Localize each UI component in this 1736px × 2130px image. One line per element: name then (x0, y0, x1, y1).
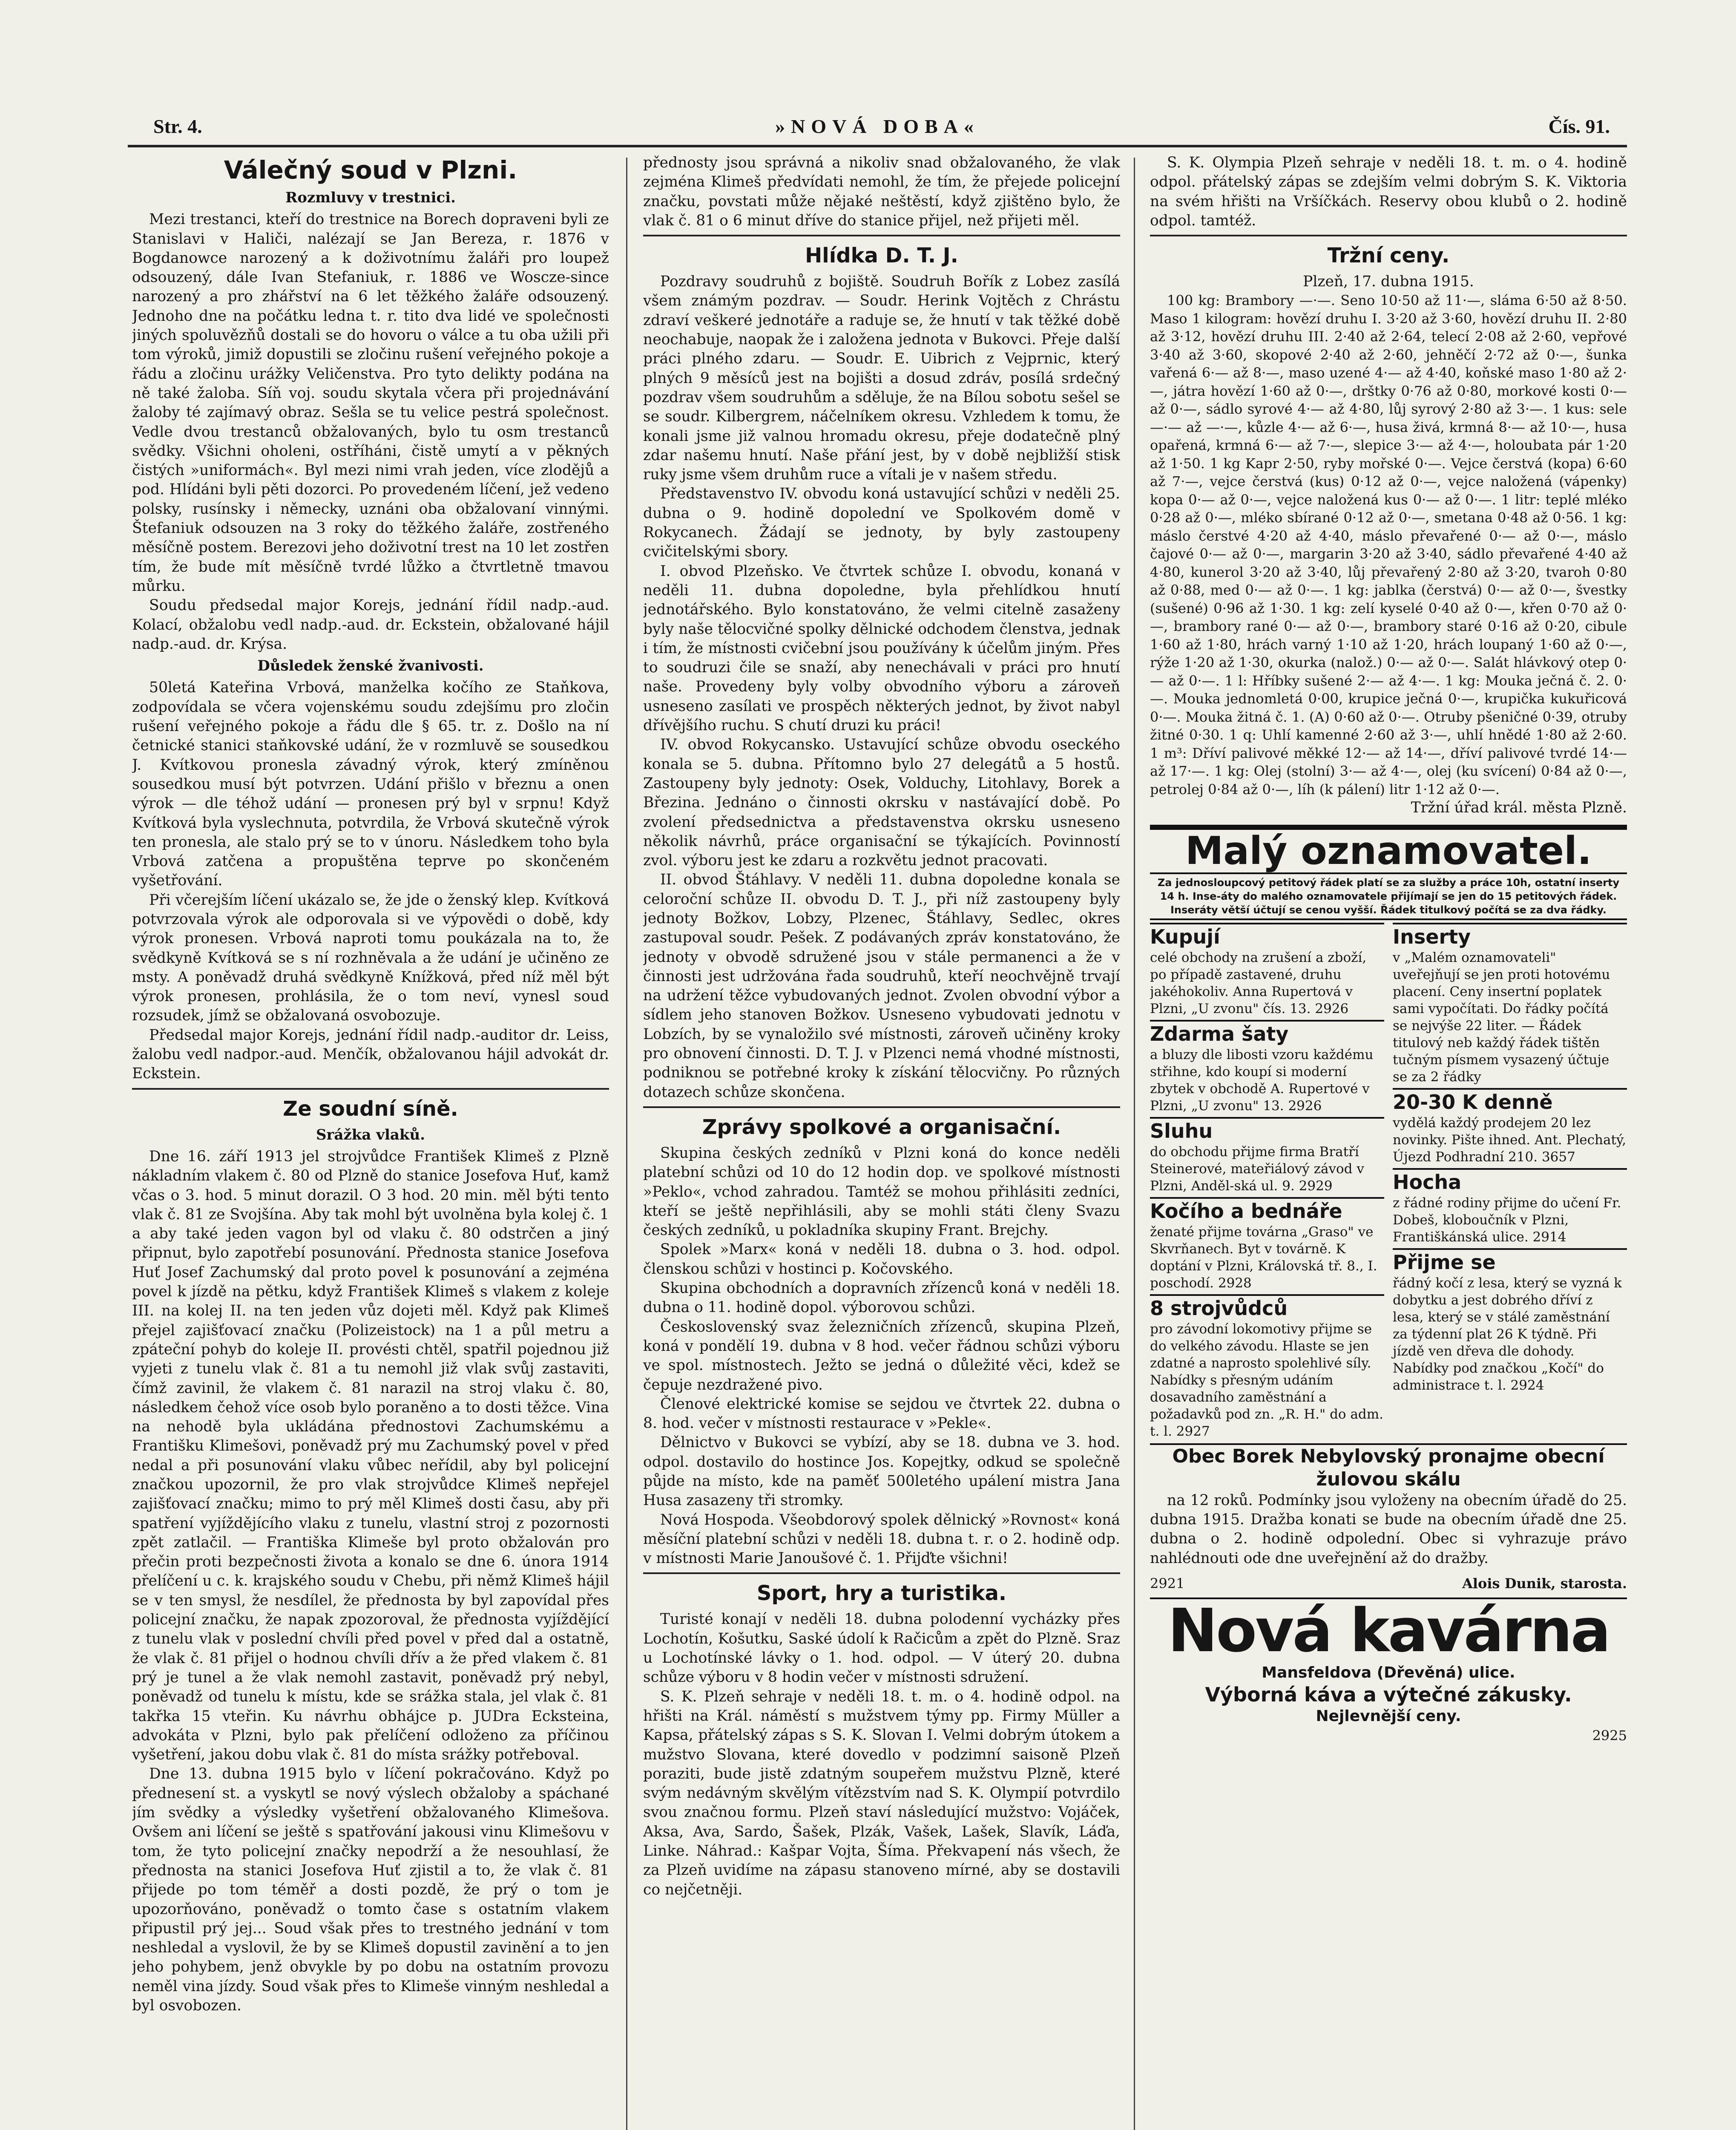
borek-ad-signer: Alois Dunik, starosta. (1462, 1575, 1627, 1592)
masthead-title: »NOVÁ DOBA« (775, 115, 980, 137)
market-date: Plzeň, 17. dubna 1915. (1303, 273, 1474, 291)
article-paragraph: Dělnictvo v Bukovci se vybízí, aby se 18. dubna ve 3. hod. odpol. dostavilo do hostince Jos. Kopejtky, odkud se společně půjde na místo, kde na paměť 500letého upálení mistra Jana Husa zasazeny tři stromky. (643, 1434, 1120, 1509)
section-rule (132, 1088, 609, 1090)
ad-heading: Přijme se (1393, 1248, 1627, 1275)
ad-text: řádný kočí z lesa, který se vyzná k dobytku a jest dobrého dříví z lesa, který se v stálé zaměstnání za týdenní plat 26 K týdně. Při jízdě ven dřeva dle dohody. Nabídky pod značkou „Kočí" do administrace t. l. 2924 (1393, 1275, 1622, 1393)
ad-heading: Inserty (1393, 923, 1627, 949)
section-title: Hlídka D. T. J. (805, 244, 958, 268)
cafe-ad-prices: Nejlevnější ceny. (1316, 1707, 1461, 1725)
borek-ad-number: 2921 (1150, 1575, 1185, 1592)
ad-heading: Kupují (1150, 923, 1384, 949)
article-paragraph: S. K. Olympia Plzeň sehraje v neděli 18. t. m. o 4. hodině odpol. přátelský zápas se zdejším velmi dobrým S. K. Viktoria na svém hřišti na Vršíčkách. Reservy obou klubů o 2. hodině odpol. tamtéž. (1150, 154, 1627, 229)
classifieds-note: Za jednosloupcový petitový řádek platí se za služby a práce 10h, ostatní inserty 14 h. Inse-áty do malého oznamovatele přijímají se jen do 15 petitových řádek. Inseráty větší účtují se cenou vyšší. Řádek titulkový počítá se za dva řádky. (1150, 874, 1627, 920)
article-paragraph: Československý svaz železničních zřízenců, skupina Plzeň, koná v pondělí 19. dubna v 8 hod. večer řádnou schůzi výboru ve spol. místnostech. Ježto se jedná o důležité věci, kdež se čepuje nezdražené pivo. (643, 1318, 1120, 1393)
cafe-ad-title: Nová kavárna (1150, 1598, 1627, 1663)
column-3 (1150, 153, 1627, 2130)
cafe-ad-address: Mansfeldova (Dřevěná) ulice. (1262, 1664, 1515, 1682)
ad-heading: Hocha (1393, 1168, 1627, 1195)
section-title: Sport, hry a turistika. (756, 1581, 1007, 1606)
ad-text: a bluzy dle libosti vzoru každému střihne, kdo koupí si moderní zbytek v obchodě A. Rupertové v Plzni, „U zvonu" 13. 2926 (1150, 1047, 1374, 1114)
borek-ad-signature (1150, 1574, 1627, 1593)
section-rule (643, 1572, 1120, 1574)
article-subtitle: Srážka vlaků. (316, 1126, 425, 1143)
column-divider (626, 158, 627, 2130)
issue-number: Čís. 91. (1548, 115, 1610, 137)
market-signature: Tržní úřad král. města Plzně. (1411, 799, 1627, 817)
article-paragraph: Představenstvo IV. obvodu koná ustavující schůzi v neděli 25. dubna o 9. hodině dopolední ve Spolkovém domě v Rokycanech. Žádají se jednoty, by byly zastoupeny cvičitelskými sbory. (643, 485, 1120, 561)
page-header (128, 106, 1627, 147)
classified-ad (1393, 1168, 1627, 1246)
article-paragraph: Dne 16. září 1913 jel strojvůdce František Klimeš z Plzně nákladním vlakem č. 80 od Plzně do stanice Josefova Huť, kamž včas o 3. hod. 5 minut dorazil. O 3 hod. 20 min. měl býti tento vlak č. 81 ze Svojšína. Aby tak mohl být uvolněna byla kolej č. 1 a aby také jeden vagon byl od vlaku č. 80 odstrčen a jiný připnut, bylo zapotřebí posunování. Přednosta stanice Josefova Huť Josef Zachumský dal proto povel k posunování a zejména povel k jízdě na pětku, když František Klimeš s vlakem z koleje III. na kolej II. na ten jeden vůz dojeti měl. Když pak Klimeš přejel zajišťovací značku (Polizeistock) na 1 a půl metru a zpáteční pohyb do koleje II. provésti chtěl, spatřil pojednou již vyjeti z tunelu vlak č. 81 a tu nemohl již vlak svůj zastaviti, čímž zavinil, že vlakem č. 81 narazil na stroj vlaku č. 80, následkem čehož více osob bylo poraněno a to dosti těžce. Vina na nehodě byla ukládána přednostovi Zachumskému a Františku Klimešovi, poněvadž prý mu Zachumský povel v před nedal a při posunování vlaku vůbec neřídil, aby byl policejní značkou upozornil, že pro vlak strojvůdce Klimeš nepřejel zajišťovací značku; mimo to prý měl Klimeš dosti času, aby při spatření vyjíždějícího vlaku z tunelu, vlastní stroj z pozornosti zpět zatlačil. — Františka Klimeše byl proto obžalován pro přečin proti bezpečnosti života a konalo se dne 6. února 1914 přelíčení u c. k. krajského soudu v Chebu, při němž Klimeš hájil se v ten smysl, že nesdílel, že přednosta by byl zapovídal přes policejní značku, že napak zpozoroval, že přednosta vyjíždějící z tunelu vlak v poslední chvíli před povel v před dal a ostatně, že vlak č. 81 přijel o hodnou chvíli dřív a že před vlakem č. 81 prý je tunel a že vlak nemohl zastavit, poněvadž prý nebyl, poněvadž od tunelu k místu, kde se srážka stala, jel vlak č. 81 takřka 15 vteřin. Ku návrhu obhájce p. JUDra Ecksteina, advokáta v Plzni, bylo pak přelíčení odloženo za příčinou vyšetření, jakou dobu vlak č. 81 do místa srážky potřeboval. (132, 1148, 609, 1764)
classifieds-grid (1150, 920, 1627, 1440)
borek-ad-title: Obec Borek Nebylovský pronajme obecní žulovou skálu (1150, 1443, 1627, 1491)
article-paragraph: Dne 13. dubna 1915 bylo v líčení pokračováno. Když po přednesení st. a vyskytl se nový výslech obžaloby a spáchané jím svědky a výsledky vyšetření obžalovaného Klimešova. Ovšem ani líčení se ještě s spatřování jakousi vinu Klimešovu v tom, že tyto policejní značky nepodrží a že nesouhlasí, že přednosta na stanici Josefova Huť zjistil a to, že vlak č. 81 přijede po tom téměř a dosti pozdě, že prý o tom je upozorňováno, poněvadž o tomto čase s ostatním vlakem připustil prý jej... Soud však přes to trestného jednání v tom neshledal a vyslovil, že by se Klimeš dopustil zavinění a to jen jeho pohybem, jenž obvykle by po dobu na ostatním provozu neměl vina jízdy. Soud však přes to Klimeše vinným neshledal a byl osvobozen. (132, 1765, 609, 2015)
classifieds-left (1150, 920, 1384, 1440)
ad-text: pro závodní lokomotivy přijme se do velkého závodu. Hlaste se jen zdatné a naprosto spolehlivé síly. Nabídky s přesným udáním dosavadního zaměstnání a požadavků pod zn. „R. H." do adm. t. l. 2927 (1150, 1321, 1384, 1439)
article-paragraph: Mezi trestanci, kteří do trestnice na Borech dopraveni byli ze Stanislavi v Haliči, nalézají se Jan Bereza, r. 1876 v Bogdanowce narozený a k doživotnímu žaláři pro loupež odsouzený, dále Ivan Stefaniuk, r. 1886 ve Woscze-since narozený a pro zhářství na 6 let těžkého žaláře odsouzený. Jednoho dne na počátku ledna t. r. tito dva lidé ve společnosti jiných spoluvězňů dostali se do hovoru o válce a tu oba užili při tom výroků, jimiž dopustili se zločinu rušení veřejného pokoje a řádu a zločinu urážky Veličenstva. Pro tyto delikty podána na ně také žaloba. Síň voj. soudu skytala včera při projednávání žaloby té zajímavý obraz. Sešla se tu velice pestrá společnost. Vedle dvou trestanců obžalovaných, bylo tu osm trestanců svědky. Všichni oholeni, ostříháni, čistě umytí a v pěkných čistých »uniformách«. Byl mezi nimi vrah jeden, více zlodějů a pod. Hlídáni byli pěti dozorci. Po provedeném líčení, jež vedeno polsky, rusínsky i německy, uznáni oba obžalovaní vinnými. Štefaniuk odsouzen na 3 roky do těžkého žaláře, zostřeného měsíčně postem. Berezovi jeho doživotní trest na 10 let zostřen tím, že bude mít měsíčně tvrdé lůžko a čtvrtletně tmavou můrku. (132, 211, 609, 595)
article-paragraph: Při včerejším líčení ukázalo se, že jde o ženský klep. Kvítková potvrzovala výrok ale odporovala si ve výpovědi o době, kdy výrok pronesen. Vrbová naproti tomu poukázala na to, že svědkyně Kvítková se s ní rozhněvala a že udání je učiněno ze msty. A poněvadž druhá svědkyně Knížková, před níž měl být výrok pronesen, prohlásila, že o tom neví, vynesl soud rozsudek, jímž se obžalovaná osvobozuje. (132, 891, 609, 1025)
column-2 (643, 153, 1120, 2130)
article-paragraph: I. obvod Plzeňsko. Ve čtvrtek schůze I. obvodu, konaná v neděli 11. dubna dopoledne, byla přehlídkou hnutí jednotářského. Bylo konstatováno, že velmi citelně zasaženy byly naše tělocvičné spolky dělnické odchodem členstva, jednak i tím, že místnosti cvičební jsou používány k účelům jiným. Přes to soudruzi čile se snaží, aby nenechávali v práci pro hnutí naše. Provedeny byly volby obvodního výboru a zároveň usneseno zasílati ve prospěch některých jednot, by život nabyl dřívějšího ruchu. S chutí druzi ku práci! (643, 562, 1120, 734)
ad-text: do obchodu přijme firma Bratří Steinerové, mateřiálový závod v Plzni, Anděl-ská ul. 9. 2929 (1150, 1144, 1364, 1194)
article-paragraph: přednosty jsou správná a nikoliv snad obžalovaného, že vlak zejména Klimeš předvídati nemohl, že tím, že přejede policejní značku, povstati může nějaké neštěstí, když zjištěno bylo, že vlak č. 81 o 6 minut dříve do stanice přijel, než přijeti měl. (643, 154, 1120, 229)
section-title: Ze soudní síně. (283, 1097, 458, 1121)
section-rule (1150, 235, 1627, 236)
classified-ad (1150, 1117, 1384, 1195)
ad-text: ženaté přijme továrna „Graso" ve Skvrňanech. Byt v továrně. K doptání v Plzni, Královská tř. 8., I. poschodí. 2928 (1150, 1224, 1377, 1291)
ad-heading: 8 strojvůdců (1150, 1294, 1384, 1321)
article-paragraph: Předsedal major Korejs, jednání řídil nadp.-auditor dr. Leiss, žalobu vedl nadpor.-aud. Menčík, obžalovanou hájil advokát dr. Eckstein. (132, 1026, 609, 1082)
classified-ad (1393, 923, 1627, 1085)
article-paragraph: Skupina obchodních a dopravních zřízenců koná v neděli 18. dubna o 11. hodině dopol. výborovou schůzi. (643, 1280, 1120, 1316)
classified-ad (1393, 1088, 1627, 1166)
classifieds-right (1393, 920, 1627, 1440)
classified-ad (1150, 1294, 1384, 1440)
ad-heading: Kočího a bednáře (1150, 1197, 1384, 1223)
article-paragraph: Pozdravy soudruhů z bojiště. Soudruh Bořík z Lobez zasílá všem známým pozdrav. — Soudr. Herink Vojtěch z Chrástu zdraví veškeré jednotáře a raduje se, že hnutí v tak těžké době neochabuje, naopak že i založena jednota v Bukovci. Přeje další práci plného zdaru. — Soudr. E. Uibrich z Vejprnic, který plných 9 měsíců jest na bojišti a dosud zdráv, posílá srdečný pozdrav všem soudruhům a sděluje, že na Bílou sobotu sešel se se soudr. Kilbergrem, náčelníkem okresu. Vzhledem k tomu, že konali jsme již valnou hromadu okresu, přeje dodatečně plný zdar našemu hnutí. Naše přání jest, by v době nejbližší stisk ruky jsme všem druhům ruce a vítali je v našem středu. (643, 273, 1120, 484)
article-paragraph: IV. obvod Rokycansko. Ustavující schůze obvodu oseckého konala se 5. dubna. Přítomno bylo 27 delegátů a 5 hostů. Zastoupeny byly jednoty: Osek, Volduchy, Litohlavy, Borek a Březina. Jednáno o činnosti okrsku v nastávající době. Po zvolení předsednictva a představenstva okrsku usneseno několik návrhů, práce organisační se týkajících. Povinností zvol. výboru jest ke zdaru a rozkvětu jednot pracovati. (643, 736, 1120, 869)
column-1 (132, 153, 609, 2130)
article-subtitle: Důsledek ženské žvanivosti. (257, 657, 484, 675)
cafe-ad-slogan: Výborná káva a výtečné zákusky. (1205, 1683, 1572, 1707)
classified-ad (1150, 1197, 1384, 1292)
section-title: Zprávy spolkové a organisační. (702, 1115, 1061, 1139)
article-paragraph: S. K. Plzeň sehraje v neděli 18. t. m. o 4. hodině odpol. na hřišti na Král. náměstí s mužstvem týmy pp. Firmy Müller a Kapsa, přátelský zápas s S. K. Slovan I. Velmi dobrým útokem a mužstvo Slovana, které dovedlo v podzimní saisoně Plzeň poraziti, bude jistě zdatným soupeřem mužstvu Plzně, které svým nedávným skvělým vítězstvím nad S. K. Olympií potvrdilo svou značnou formu. Plzeň staví následující mužstvo: Vojáček, Aksa, Ava, Sardo, Šašek, Plzák, Vašek, Lašek, Slavík, Láďa, Linke. Náhrad.: Kašpar Vojta, Šíma. Překvapení nás všech, že za Plzeň uvidíme na zápasu stanoveno mírné, aby se dostavili co nejčetněji. (643, 1688, 1120, 1898)
column-divider (1134, 158, 1135, 2130)
section-rule (643, 235, 1120, 236)
ad-heading: Sluhu (1150, 1117, 1384, 1143)
article-paragraph: Spolek »Marx« koná v neděli 18. dubna o 3. hod. odpol. členskou schůzi v hostinci p. Kočovského. (643, 1241, 1120, 1278)
article-paragraph: Členové elektrické komise se sejdou ve čtvrtek 22. dubna o 8. hod. večer v místnosti restaurace v »Pekle«. (643, 1395, 1120, 1432)
section-rule (643, 1106, 1120, 1108)
article-paragraph: Skupina českých zedníků v Plzni koná do konce neděli platební schůzi od 10 do 12 hodin dop. ve spolkové místnosti »Peklo«, vchod zahradou. Tamtéž se mohou přihlásiti zedníci, kteří se ještě nepřihlásili, aby se mohli státi členy Svazu českých zedníků, u pokladníka skupiny Frant. Brejchy. (643, 1144, 1120, 1239)
classified-ad (1150, 1020, 1384, 1114)
cafe-ad-number: 2925 (1592, 1727, 1627, 1744)
article-paragraph: Soudu předsedal major Korejs, jednání řídil nadp.-aud. Kolací, obžalobu vedl nadp.-aud. dr. Eckstein, obžalované hájil nadp.-aud. dr. Krýsa. (132, 597, 609, 653)
ad-text: celé obchody na zrušení a zboží, po případě zastavené, druhu jakéhokoliv. Anna Rupertová v Plzni, „U zvonu" čís. 13. 2926 (1150, 950, 1367, 1016)
article-paragraph: 50letá Kateřina Vrbová, manželka kočího ze Staňkova, zodpovídala se včera vojenskému soudu zdejšímu pro zločin rušení veřejného pokoje a řádu dle § 65. tr. z. Došlo na ní četnické stanici staňkovské udání, že v rozmluvě se sousedkou J. Kvítkovou pronesla závadný výrok, který zmíněnou sousedkou musí být potvrzen. Udání přišlo v březnu a onen výrok — dle téhož udání — pronesen prý byl v srpnu! Když Kvítková byla vyslechnuta, potvrdila, že Vrbová skutečně výrok ten pronesla, ale stalo prý se to v únoru. Následkem toho byla Vrbová zatčena a propuštěna teprve po skončeném vyšetřování. (132, 679, 609, 889)
ad-text: z řádné rodiny přijme do učení Fr. Dobeš, kloboučník v Plzni, Františkánská ulice. 2914 (1393, 1195, 1621, 1245)
article-paragraph: Nová Hospoda. Všeobdorový spolek dělnický »Rovnost« koná měsíční platební schůzi v neděli 18. dubna t. r. o 2. hodině odp. v místnosti Marie Janoušové č. 1. Přijďte všichni! (643, 1511, 1120, 1567)
ad-text: v „Malém oznamovateli" uveřejňují se jen proti hotovému placení. Ceny insertní poplatek sami vypočítati. Do řádky počítá se nejvýše 22 liter. — Řádek titulový neb každý řádek tištěn tučným písmem vysazený účtuje se za 2 řádky (1393, 950, 1610, 1085)
classified-ad (1150, 923, 1384, 1017)
section-title: Tržní ceny. (1327, 244, 1450, 268)
ad-heading: 20-30 K denně (1393, 1088, 1627, 1114)
borek-ad-text: na 12 roků. Podmínky jsou vyloženy na obecním úřadě do 25. dubna 1915. Dražba konati se bude na obecním úřadě dne 25. dubna o 2. hodině odpolední. Obec si vyhrazuje právo nahlédnouti ode dne uveřejnění až do dražby. (1150, 1491, 1627, 1567)
page-number: Str. 4. (153, 115, 202, 137)
article-paragraph: Turisté konají v neděli 18. dubna polodenní vycházky přes Lochotín, Košutku, Saské údolí k Račicům a zpět do Plzně. Sraz u Lochotínské lávky o 1. hod. odpol. — V úterý 20. dubna schůze výboru v 8 hodin večer v místnosti sdružení. (643, 1611, 1120, 1686)
ad-text: vydělá každý prodejem 20 lez novinky. Pište ihned. Ant. Plechatý, Újezd Podhradní 210. 3657 (1393, 1115, 1627, 1165)
market-prices: 100 kg: Brambory —·—. Seno 10·50 až 11·—, sláma 6·50 až 8·50. Maso 1 kilogram: hovězí druhu I. 3·20 až 3·60, hovězí druhu II. 2·80 až 3·12, hovězí druhu III. 2·40 až 2·64, telecí 2·08 až 2·60, vepřové 3·40 až 3·60, skopové 2·40 až 2·60, jehněčí 2·72 až 0·—, šunka vařená 6·— až 8·—, maso uzené 4·— až 4·40, koňské maso 1·80 až 2·—, játra hovězí 1·60 až 0·—, drštky 0·76 až 0·80, morkové kosti 0·— až 0·—, sádlo syrové 4·— až 4·80, lůj syrový 2·80 až 3·—. 1 kus: sele —·— až —·—, kůzle 4·— až 6·—, husa živá, krmná 8·— až 10·—, husa opařená, krmná 6·— až 7·—, slepice 3·— až 4·—, holoubata pár 1·20 až 1·50. 1 kg Kapr 2·50, ryby mořské 0·—. Vejce čerstvá (kopa) 6·60 až 7·—, vejce čerstvá (kus) 0·12 až 0·—, vejce naložená (vápenky) kopa 0·— až 0·—, vejce naložená kus 0·— až 0·—. 1 litr: teplé mléko 0·28 až 0·—, mléko sbírané 0·12 až 0·—, smetana 0·48 až 0·56. 1 kg: máslo čerstvé 4·20 až 4·40, máslo převařené 0·— až 0·—, máslo čajové 0·— až 0·—, margarin 3·20 až 3·40, sádlo převařené 4·40 až 4·80, kunerol 3·20 až 3·40, lůj převařený 2·80 až 3·20, tvaroh 0·80 až 0·88, med 0·— až 0·—. 1 kg: jablka (čerstvá) 0·— až 0·—, švestky (sušené) 0·96 až 1·30. 1 kg: zelí kyselé 0·40 až 0·—, křen 0·70 až 0·—, brambory rané 0·— až 0·—, brambory staré 0·16 až 0·20, cibule 1·60 až 1·80, hrách varný 1·10 až 1·20, hrách loupaný 1·60 až 0·—, rýže 1·20 až 1·30, okurka (nalož.) 0·— až 0·—. Salát hlávkový otep 0·— až 0·—. 1 l: Hříbky sušené 2·— až 4·—. 1 kg: Mouka ječná č. 2. 0·—. Mouka jednomletá 0·00, krupice ječná 0·—, krupička kukuřicová 0·—. Mouka žitná č. 1. (A) 0·60 až 0·—. Otruby pšeničné 0·39, otruby žitné 0·30. 1 q: Uhlí kamenné 2·60 až 3·—, uhlí hnědé 1·80 až 2·60. 1 m³: Dříví palivové měkké 12·— až 14·—, dříví palivové tvrdé 14·— až 17·—. 1 kg: Olej (stolní) 3·— až 4·—, olej (ku svícení) 0·84 až 0·—, petrolej 0·84 až 0·—, líh (k pálení) litr 1·12 až 0·—. (1150, 292, 1627, 797)
classified-ad (1393, 1248, 1627, 1394)
article-title: Válečný soud v Plzni. (224, 155, 517, 184)
ad-heading: Zdarma šaty (1150, 1020, 1384, 1046)
article-subtitle: Rozmluvy v trestnici. (285, 189, 456, 206)
article-paragraph: II. obvod Štáhlavy. V neděli 11. dubna dopoledne konala se celoroční schůze II. obvodu D. T. J., při níž zastoupeny byly jednoty Božkov, Lobzy, Plzenec, Štáhlavy, Sedlec, okres zastupoval soudr. Pešek. Z podávaných zpráv konstatováno, že jednoty v obvodě sdružené jsou v stále permanenci a že v činnosti jest udržována řada soudruhů, kteří neochvějně trvají na udržení těžce vybudovaných jednot. Zvolen obvodní výbor a sídlem jeho stanoven Božkov. Usneseno vybudovati jednotu v Lobzích, by se vynaložilo své místnosti, zároveň učiněny kroky pro obnovení činnosti. D. T. J. v Plzenci nemá vhodné místnosti, podniknou se potřebné kroky k získání tělocvičny. Po různých dotazech schůze skončena. (643, 871, 1120, 1101)
classifieds-title: Malý oznamovatel. (1150, 825, 1627, 874)
